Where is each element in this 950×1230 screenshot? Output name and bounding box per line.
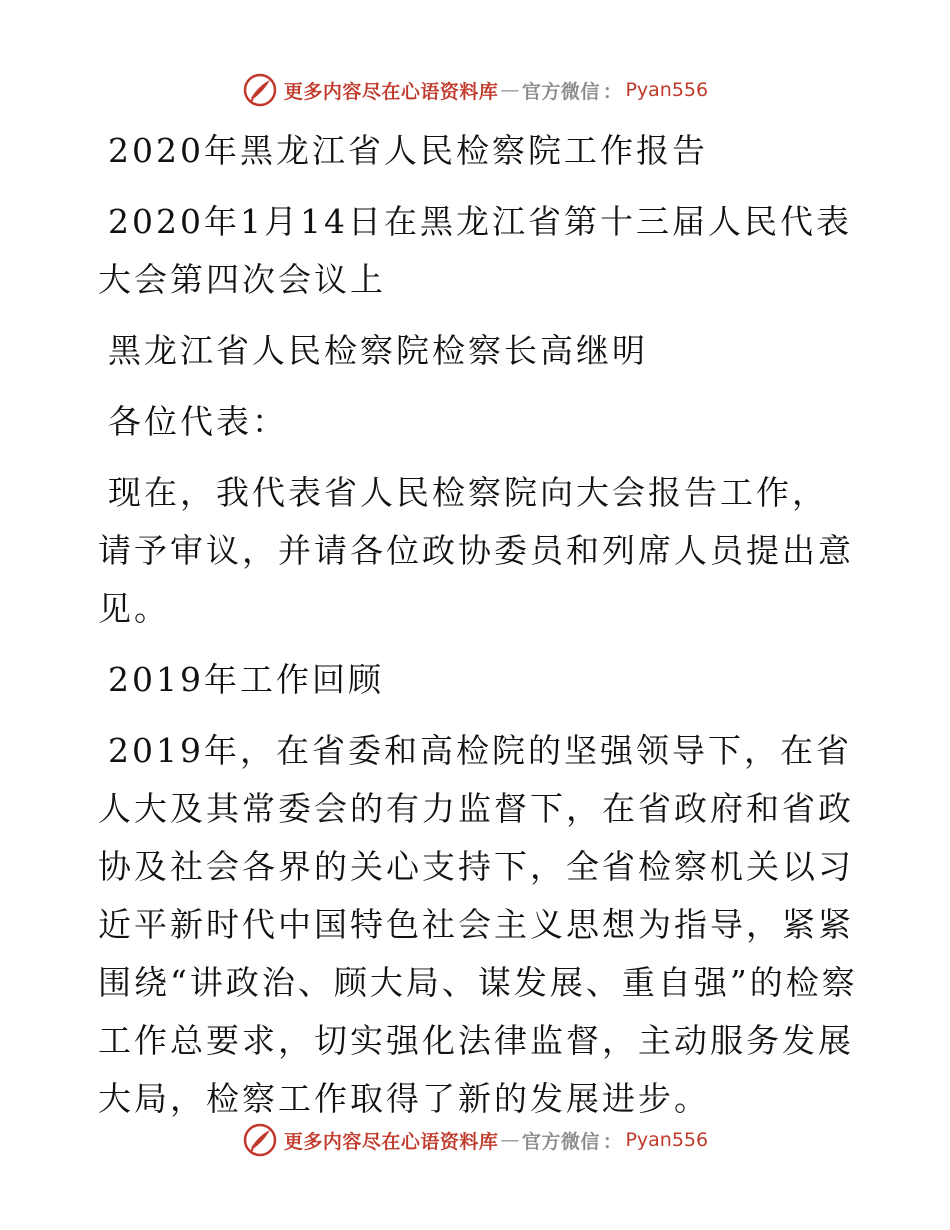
body-paragraph: 2019年，在省委和高检院的坚强领导下，在省人大及其常委会的有力监督下，在省政府和省政协及社会各界的关心支持下，全省检察机关以习近平新时代中国特色社会主义思想为指导，紧紧围绕“讲政治、顾大局、谋发展、重自强”的检察工作总要求，切实强化法律监督，主动服务发展大局，检察工作取得了新的发展进步。 xyxy=(98,731,858,1118)
watermark-wechat-id: Pyan556 xyxy=(625,79,709,101)
document-body xyxy=(98,122,858,1141)
watermark-separator: ： xyxy=(602,1130,623,1153)
watermark-text xyxy=(284,1127,708,1154)
watermark-text xyxy=(284,77,708,104)
header-watermark xyxy=(0,70,950,110)
watermark-label: 官方微信 xyxy=(521,80,600,103)
document-title: 2020年黑龙江省人民检察院工作报告 xyxy=(108,131,708,170)
watermark-dash: — xyxy=(500,79,520,101)
meeting-line: 2020年1月14日在黑龙江省第十三届人民代表大会第四次会议上 xyxy=(98,202,852,299)
watermark-label: 官方微信 xyxy=(521,1130,600,1153)
watermark-separator: ： xyxy=(602,80,623,103)
footer-watermark xyxy=(0,1120,950,1160)
intro-paragraph: 现在，我代表省人民检察院向大会报告工作，请予审议，并请各位政协委员和列席人员提出意见。 xyxy=(98,473,854,628)
watermark-wechat-id: Pyan556 xyxy=(625,1129,709,1151)
speaker-line: 黑龙江省人民检察院检察长高继明 xyxy=(108,331,648,370)
red-quill-seal-icon xyxy=(242,1122,278,1158)
watermark-dash: — xyxy=(500,1129,520,1151)
red-quill-seal-icon xyxy=(242,72,278,108)
watermark-main: 更多内容尽在心语资料库 xyxy=(283,1130,499,1153)
watermark-main: 更多内容尽在心语资料库 xyxy=(283,80,499,103)
section-heading: 2019年工作回顾 xyxy=(108,660,384,699)
salutation: 各位代表： xyxy=(108,402,288,441)
